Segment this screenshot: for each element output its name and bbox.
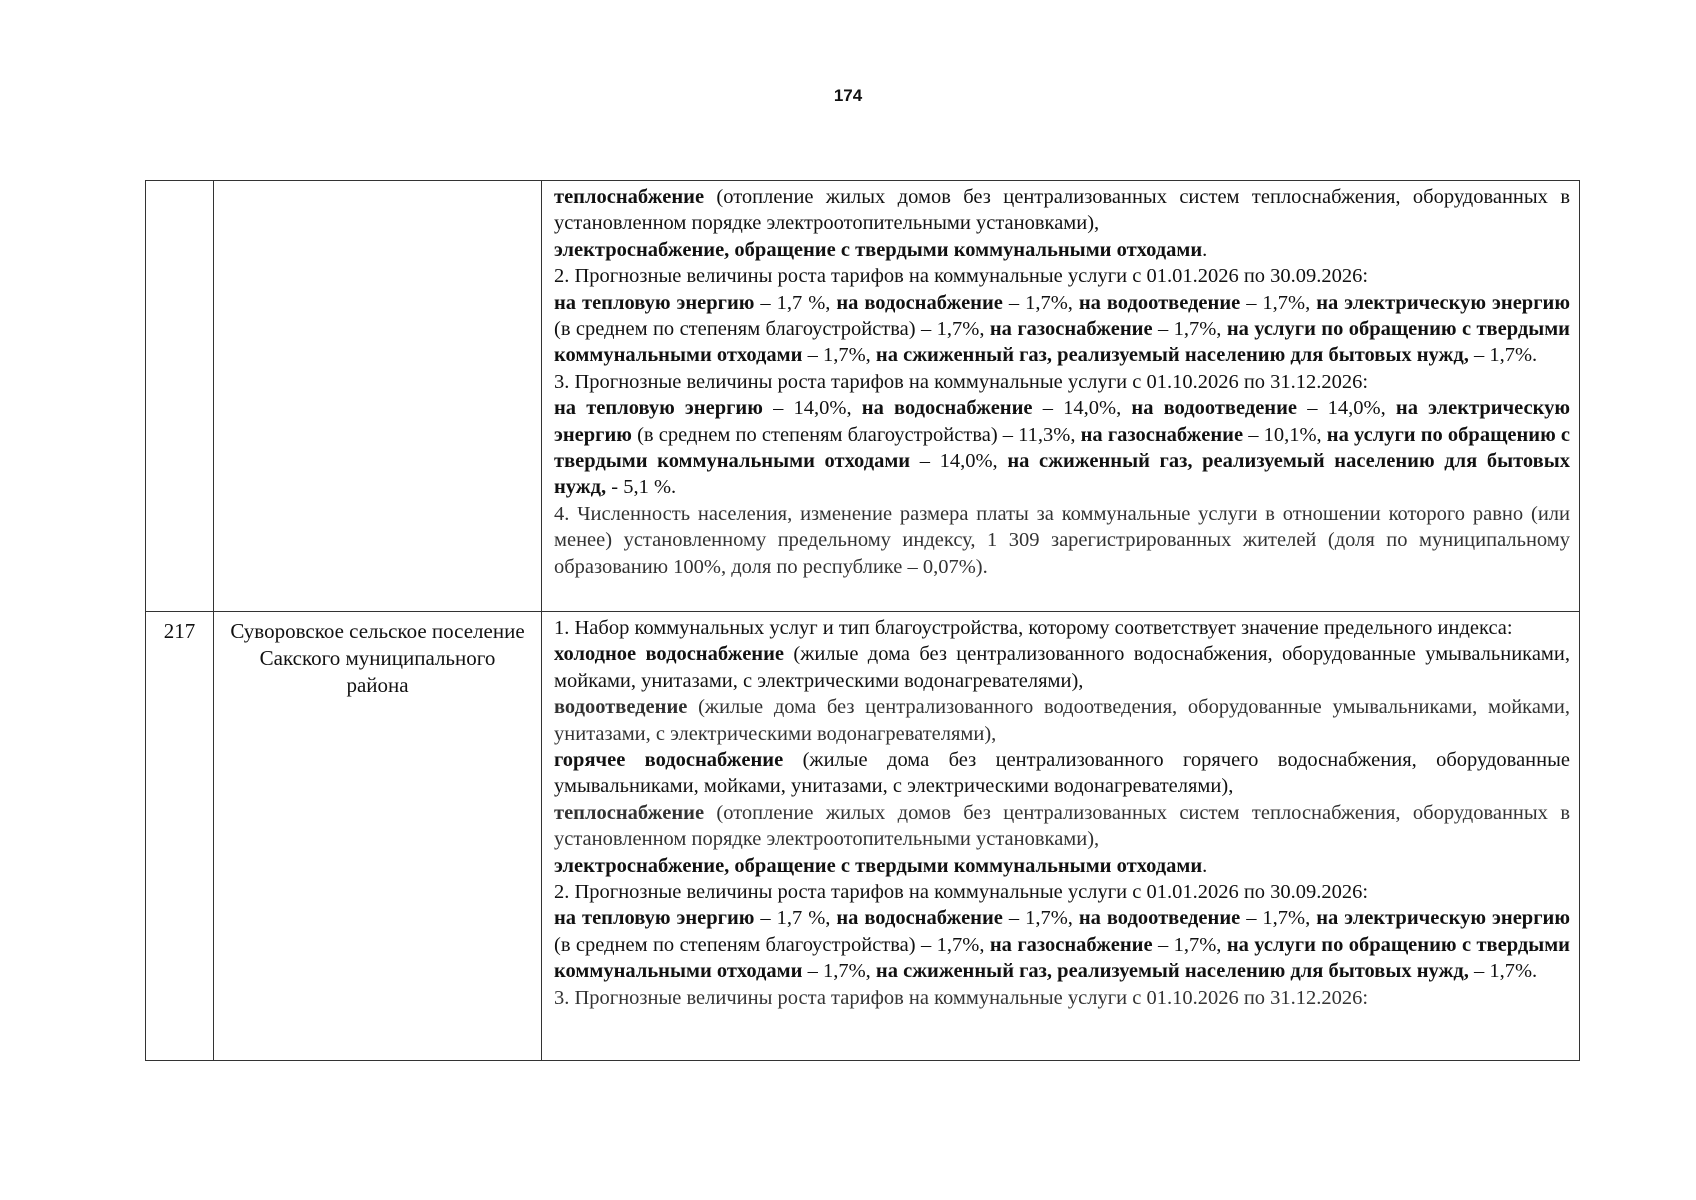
paragraph: 2. Прогнозные величины роста тарифов на коммунальные услуги с 01.01.2026 по 30.09.2026: [554,881,1369,904]
paragraph: холодное водоснабжение (жилые дома без централизованного водоснабжения, оборудованные умывальниками, мойками, унитазами, с электрическими водонагревателями), [554,643,1570,692]
paragraph: 3. Прогнозные величины роста тарифов на коммунальные услуги с 01.10.2026 по 31.12.2026: [554,370,1369,393]
paragraph: электроснабжение, обращение с твердыми коммунальными отходами. [554,238,1208,261]
page-number: 174 [833,86,863,105]
paragraph: теплоснабжение (отопление жилых домов без централизованных систем теплоснабжения, оборудованных в установленном порядке электроотопительными установками), [554,186,1570,235]
paragraph: электроснабжение, обращение с твердыми коммунальными отходами. [554,854,1208,877]
table-row [146,181,1580,612]
municipality-name-cell [214,181,542,612]
paragraph: 2. Прогнозные величины роста тарифов на коммунальные услуги с 01.01.2026 по 30.09.2026: [554,265,1369,288]
tariff-growth-paragraph: на тепловую энергию – 1,7 %, на водоснабжение – 1,7%, на водоотведение – 1,7%, на электрическую энергию (в среднем по степеням благоустройства) – 1,7%, на газоснабжение – 1,7%, на услуги по обращению с твердыми коммунальными отходами – 1,7%, на сжиженный газ, реализуемый населению для бытовых нужд, – 1,7%. [554,291,1570,367]
paragraph: водоотведение (жилые дома без централизованного водоотведения, оборудованные умывальниками, мойками, унитазами, с электрическими водонагревателями), [554,696,1570,745]
municipal-index-table [145,180,1580,1061]
paragraph: 1. Набор коммунальных услуг и тип благоустройства, которому соответствует значение предельного индекса: [554,617,1513,639]
row-number-cell: 217 [146,612,214,1061]
municipality-name-cell: Суворовское сельское поселение Сакского муниципального района [214,612,542,1061]
paragraph: 4. Численность населения, изменение размера платы за коммунальные услуги в отношении которого равно (или менее) установленному предельному индексу, 1 309 зарегистрированных жителей (доля по муниципальному образованию 100%, доля по республике – 0,07%). [554,502,1570,578]
row-number-cell [146,181,214,612]
indicator-description-cell [542,181,1580,612]
paragraph: теплоснабжение (отопление жилых домов без централизованных систем теплоснабжения, оборудованных в установленном порядке электроотопительными установками), [554,801,1570,851]
paragraph: горячее водоснабжение (жилые дома без централизованного горячего водоснабжения, оборудованные умывальниками, мойками, унитазами, с электрическими водонагревателями), [554,749,1570,798]
table-row [146,612,1580,1061]
tariff-growth-paragraph: на тепловую энергию – 1,7 %, на водоснабжение – 1,7%, на водоотведение – 1,7%, на электрическую энергию (в среднем по степеням благоустройства) – 1,7%, на газоснабжение – 1,7%, на услуги по обращению с твердыми коммунальными отходами – 1,7%, на сжиженный газ, реализуемый населению для бытовых нужд, – 1,7%. [554,907,1570,983]
tariff-growth-paragraph: на тепловую энергию – 14,0%, на водоснабжение – 14,0%, на водоотведение – 14,0%, на электрическую энергию (в среднем по степеням благоустройства) – 11,3%, на газоснабжение – 10,1%, на услуги по обращению с твердыми коммунальными отходами – 14,0%, на сжиженный газ, реализуемый населению для бытовых нужд, - 5,1 %. [554,397,1571,499]
indicator-description-cell [542,612,1580,1061]
paragraph: 3. Прогнозные величины роста тарифов на коммунальные услуги с 01.10.2026 по 31.12.2026: [554,986,1369,1009]
